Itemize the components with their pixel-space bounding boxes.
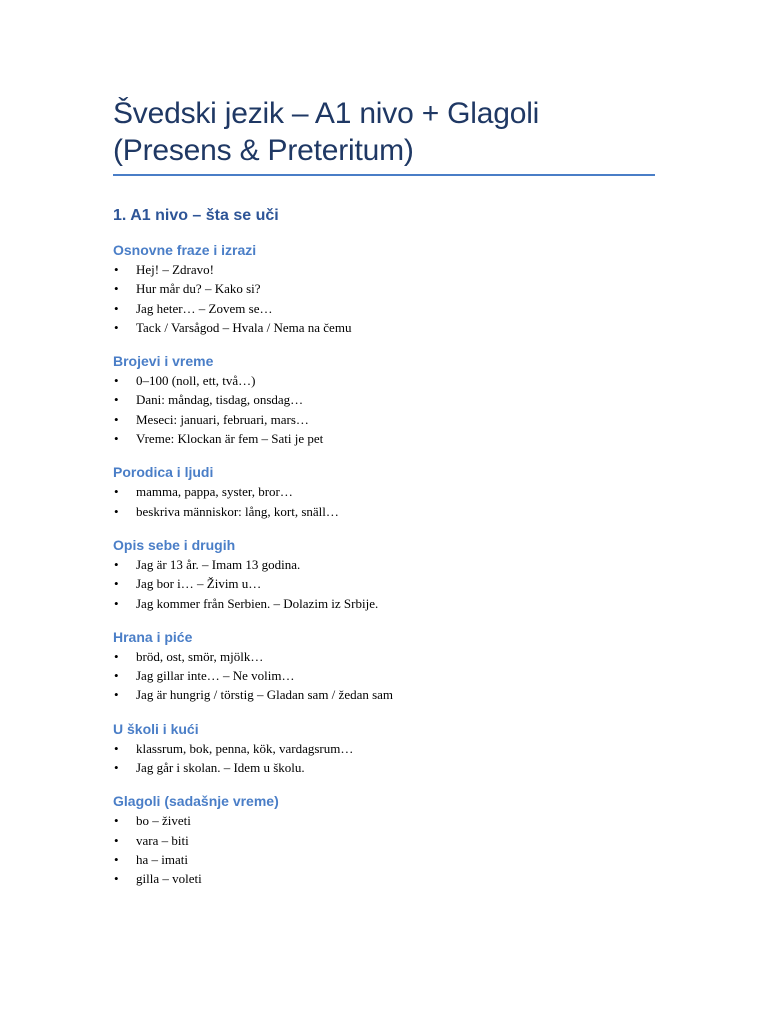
list-item-text: ha – imati bbox=[136, 851, 188, 867]
list-item bbox=[113, 299, 658, 318]
list-item-text: bo – živeti bbox=[136, 813, 191, 829]
list-item bbox=[113, 758, 658, 777]
list-item bbox=[113, 811, 658, 830]
list-item-text: Hej! – Zdravo! bbox=[136, 262, 214, 277]
bullet-icon: • bbox=[114, 832, 119, 848]
bullet-icon: • bbox=[114, 319, 119, 335]
bullet-icon: • bbox=[114, 262, 119, 277]
bullet-list bbox=[113, 811, 658, 888]
list-item bbox=[113, 594, 658, 613]
list-item-text: Hur mår du? – Kako si? bbox=[136, 281, 261, 297]
list-item-text: beskriva människor: lång, kort, snäll… bbox=[136, 503, 339, 519]
bullet-icon: • bbox=[114, 431, 119, 447]
list-item bbox=[113, 666, 658, 685]
list-item bbox=[113, 502, 658, 521]
list-item-text: klassrum, bok, penna, kök, vardagsrum… bbox=[136, 740, 354, 756]
bullet-icon: • bbox=[114, 760, 119, 776]
list-item-text: Dani: måndag, tisdag, onsdag… bbox=[136, 392, 304, 408]
subsection-family-people bbox=[113, 463, 658, 521]
bullet-icon: • bbox=[114, 556, 119, 572]
bullet-list bbox=[113, 371, 658, 448]
subsection-school-home bbox=[113, 720, 658, 778]
list-item bbox=[113, 371, 658, 390]
subsection-numbers-time bbox=[113, 352, 658, 448]
bullet-icon: • bbox=[114, 484, 119, 500]
bullet-icon: • bbox=[114, 813, 119, 829]
document-title-line-1: Švedski jezik – A1 nivo + Glagoli bbox=[113, 97, 540, 130]
bullet-list bbox=[113, 555, 658, 613]
list-item-text: Jag är hungrig / törstig – Gladan sam / žedan sam bbox=[136, 687, 394, 703]
list-item bbox=[113, 555, 658, 574]
title-underline-rule bbox=[113, 174, 655, 176]
bullet-list bbox=[113, 739, 658, 778]
list-item-text: Jag kommer från Serbien. – Dolazim iz Srbije. bbox=[136, 595, 379, 611]
list-item-text: gilla – voleti bbox=[136, 871, 202, 887]
subsection-heading: Opis sebe i drugih bbox=[113, 536, 236, 553]
list-item-text: Tack / Varsågod – Hvala / Nema na čemu bbox=[136, 319, 352, 335]
list-item bbox=[113, 869, 658, 888]
list-item-text: Jag gillar inte… – Ne volim… bbox=[136, 668, 295, 684]
subsection-heading: Hrana i piće bbox=[113, 628, 193, 645]
bullet-icon: • bbox=[114, 648, 119, 664]
bullet-list bbox=[113, 482, 658, 521]
bullet-icon: • bbox=[114, 411, 119, 427]
list-item bbox=[113, 410, 658, 429]
list-item-text: vara – biti bbox=[136, 832, 189, 848]
list-item bbox=[113, 429, 658, 448]
bullet-icon: • bbox=[114, 687, 119, 703]
list-item-text: Vreme: Klockan är fem – Sati je pet bbox=[136, 431, 324, 447]
bullet-icon: • bbox=[114, 595, 119, 611]
document-page bbox=[113, 0, 658, 889]
list-item bbox=[113, 850, 658, 869]
bullet-icon: • bbox=[114, 373, 119, 389]
list-item-text: mamma, pappa, syster, bror… bbox=[136, 484, 293, 500]
list-item bbox=[113, 685, 658, 704]
bullet-icon: • bbox=[114, 576, 119, 592]
subsection-heading: Osnovne fraze i izrazi bbox=[113, 242, 257, 258]
subsection-heading: Porodica i ljudi bbox=[113, 464, 214, 481]
list-item bbox=[113, 318, 658, 337]
list-item-text: bröd, ost, smör, mjölk… bbox=[136, 648, 264, 664]
subsection-heading: Glagoli (sadašnje vreme) bbox=[113, 793, 279, 810]
list-item-text: 0–100 (noll, ett, två…) bbox=[136, 373, 256, 389]
list-item bbox=[113, 482, 658, 501]
bullet-icon: • bbox=[114, 871, 119, 887]
subsection-self-description bbox=[113, 536, 658, 613]
list-item-text: Meseci: januari, februari, mars… bbox=[136, 411, 309, 427]
list-item bbox=[113, 574, 658, 593]
list-item-text: Jag heter… – Zovem se… bbox=[136, 300, 273, 316]
bullet-icon: • bbox=[114, 740, 119, 756]
list-item bbox=[113, 260, 658, 279]
subsection-heading: Brojevi i vreme bbox=[113, 353, 214, 370]
list-item bbox=[113, 831, 658, 850]
document-title bbox=[113, 0, 658, 169]
bullet-icon: • bbox=[114, 668, 119, 684]
list-item-text: Jag är 13 år. – Imam 13 godina. bbox=[136, 556, 301, 572]
bullet-list bbox=[113, 260, 658, 337]
bullet-icon: • bbox=[114, 300, 119, 316]
bullet-icon: • bbox=[114, 851, 119, 867]
list-item bbox=[113, 390, 658, 409]
subsection-heading: U školi i kući bbox=[113, 720, 199, 737]
subsection-verbs-present bbox=[113, 792, 658, 888]
list-item bbox=[113, 739, 658, 758]
bullet-icon: • bbox=[114, 503, 119, 519]
bullet-icon: • bbox=[114, 281, 119, 297]
bullet-icon: • bbox=[114, 392, 119, 408]
list-item-text: Jag går i skolan. – Idem u školu. bbox=[136, 760, 305, 776]
section-heading: 1. A1 nivo – šta se uči bbox=[113, 207, 279, 224]
list-item bbox=[113, 647, 658, 666]
document-title-line-2: (Presens & Preteritum) bbox=[113, 134, 414, 167]
list-item bbox=[113, 279, 658, 298]
bullet-list bbox=[113, 647, 658, 705]
subsection-food-drink bbox=[113, 628, 658, 705]
subsection-basic-phrases bbox=[113, 241, 658, 337]
list-item-text: Jag bor i… – Živim u… bbox=[136, 576, 262, 592]
